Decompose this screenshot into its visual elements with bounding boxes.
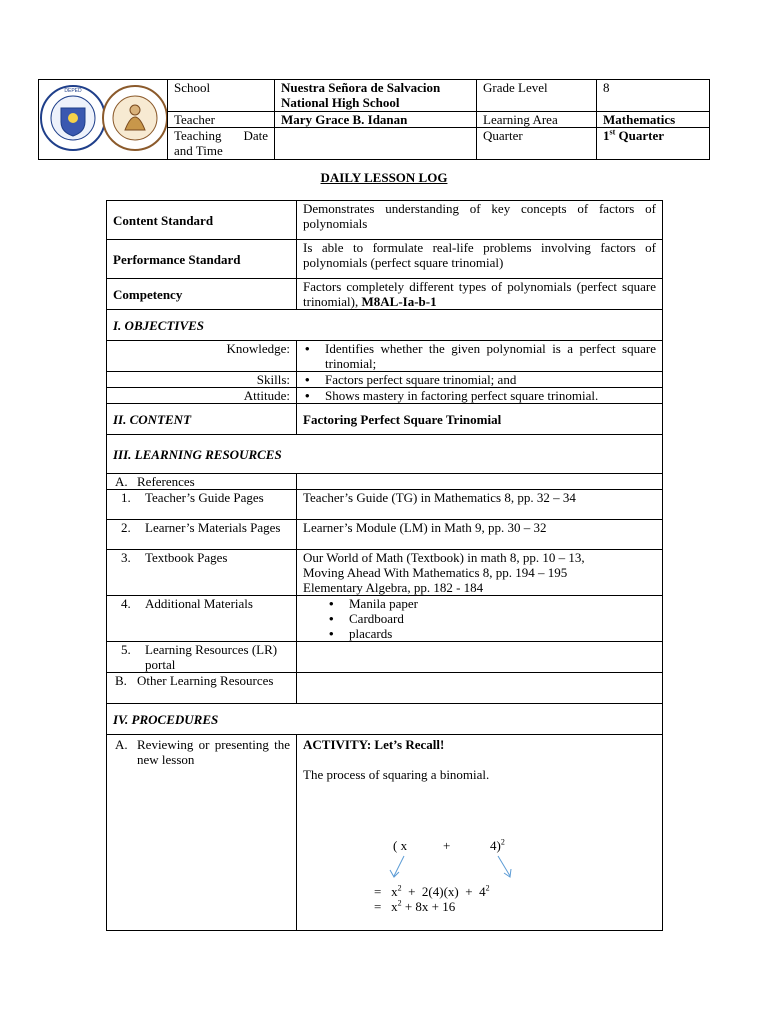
svg-text:DEPED: DEPED (64, 88, 82, 94)
knowledge-label: Knowledge: (107, 341, 297, 372)
eq-arrows (370, 852, 530, 882)
performance-standard-value: Is able to formulate real-life problems involving factors of polynomials (perfect square trinomial) (297, 240, 663, 279)
tg-pages-value: Teacher’s Guide (TG) in Mathematics 8, pp. 32 – 34 (297, 490, 663, 520)
lm-pages-value: Learner’s Module (LM) in Math 9, pp. 30 – 32 (297, 520, 663, 550)
reviewing-label: A. Reviewing or presenting the new lesson (107, 735, 297, 931)
objectives-heading: I. OBJECTIVES (107, 310, 663, 341)
references-value (297, 474, 663, 490)
skills-label: Skills: (107, 372, 297, 388)
competency-label: Competency (107, 279, 297, 310)
lr-portal-label: 5. Learning Resources (LR) portal (107, 642, 297, 673)
content-heading: II. CONTENT (107, 404, 297, 435)
header-table (38, 79, 710, 160)
eq-plus: + (443, 838, 451, 853)
school-logos (39, 80, 167, 156)
teacher-label: Teacher (168, 111, 275, 127)
quarter-value: 1st Quarter (597, 128, 710, 160)
lm-pages-label: 2. Learner’s Materials Pages (107, 520, 297, 550)
performance-standard-label: Performance Standard (107, 240, 297, 279)
eq-line-2: = $x^2 + 8x + 16$ (374, 898, 456, 914)
knowledge-value: • Identifies whether the given polynomial is a perfect square trinomial; (297, 341, 663, 372)
activity-description: The process of squaring a binomial. (303, 767, 490, 782)
area-label: Learning Area (477, 111, 597, 127)
activity-title: ACTIVITY: Let’s Recall! (303, 737, 445, 752)
school-value: Nuestra Señora de Salvacion National High School (275, 80, 477, 112)
textbook-pages-label: 3. Textbook Pages (107, 550, 297, 596)
other-resources-value (297, 673, 663, 704)
content-standard-label: Content Standard (107, 201, 297, 240)
content-value: Factoring Perfect Square Trinomial (297, 404, 663, 435)
activity-cell (297, 735, 663, 931)
attitude-label: Attitude: (107, 388, 297, 404)
competency-value: Factors completely different types of polynomials (perfect square trinomial), M8AL-Ia-b-1 (297, 279, 663, 310)
attitude-value: • Shows mastery in factoring perfect square trinomial. (297, 388, 663, 404)
eq-line-1: = $x^2 + 2(4)(x) + 4^2$ (374, 883, 490, 899)
quarter-label: Quarter (477, 128, 597, 160)
school-seal-icon (103, 86, 167, 150)
page-title: DAILY LESSON LOG (320, 170, 448, 185)
eq-open: ( x (393, 838, 408, 853)
textbook-pages-value: Our World of Math (Textbook) in math 8, pp. 10 – 13, Moving Ahead With Mathematics 8, pp. 194 – 195 Elementary Algebra, pp. 182 - 184 (297, 550, 663, 596)
other-resources-label: B. Other Learning Resources (107, 673, 297, 704)
tg-pages-label: 1. Teacher’s Guide Pages (107, 490, 297, 520)
date-value (275, 128, 477, 160)
area-value: Mathematics (597, 111, 710, 127)
list-item: • placards (349, 626, 656, 641)
grade-label: Grade Level (477, 80, 597, 112)
lr-portal-value (297, 642, 663, 673)
content-standard-value: Demonstrates understanding of key concepts of factors of polynomials (297, 201, 663, 240)
school-label: School (168, 80, 275, 112)
date-label: Teaching Date and Time (168, 128, 275, 160)
additional-materials-value (297, 596, 663, 642)
lesson-table (106, 200, 663, 931)
arrow-down-left-icon (390, 856, 404, 877)
teacher-value: Mary Grace B. Idanan (275, 111, 477, 127)
additional-materials-label: 4. Additional Materials (107, 596, 297, 642)
references-label: A. References (107, 474, 297, 490)
grade-value: 8 (597, 80, 710, 112)
deped-seal-icon (41, 86, 105, 150)
resources-heading: III. LEARNING RESOURCES (107, 435, 663, 474)
list-item: • Manila paper (349, 596, 656, 611)
skills-value: • Factors perfect square trinomial; and (297, 372, 663, 388)
procedures-heading: IV. PROCEDURES (107, 704, 663, 735)
eq-four: 4)$^2$ (490, 837, 505, 853)
arrow-down-right-icon (498, 856, 511, 877)
list-item: • Cardboard (349, 611, 656, 626)
logos-cell (39, 80, 168, 160)
